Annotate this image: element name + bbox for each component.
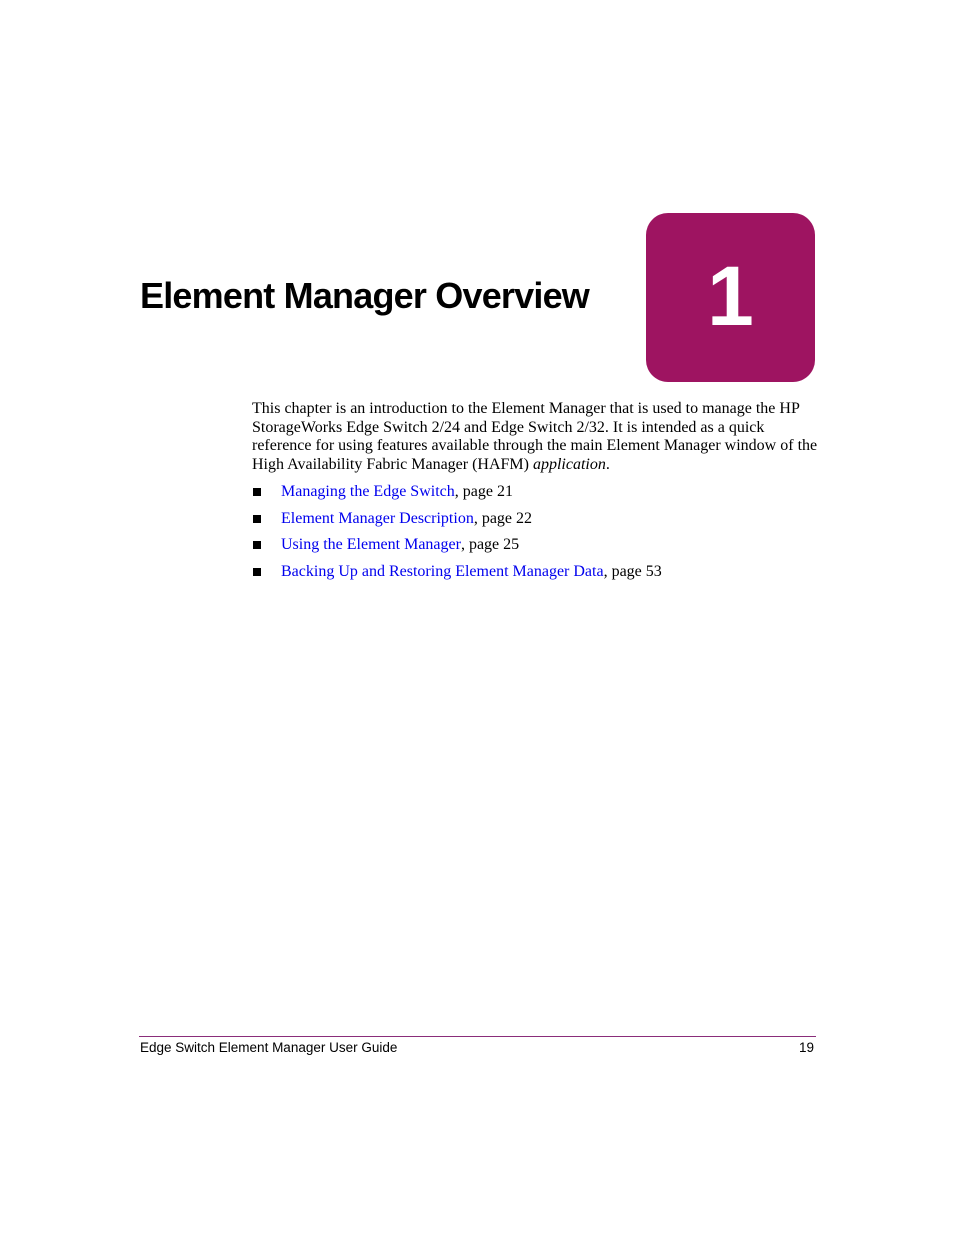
chapter-toc-list xyxy=(252,482,662,588)
list-item xyxy=(252,562,662,582)
square-bullet-icon xyxy=(253,488,261,496)
toc-link-managing-edge-switch[interactable]: Managing the Edge Switch xyxy=(281,483,455,500)
intro-text-end: . xyxy=(605,455,610,473)
footer-divider xyxy=(139,1036,816,1037)
footer-page-number: 19 xyxy=(798,1040,814,1055)
intro-paragraph xyxy=(252,400,822,474)
toc-link-element-manager-description[interactable]: Element Manager Description xyxy=(281,509,474,527)
list-item xyxy=(252,535,662,555)
chapter-title: Element Manager Overview xyxy=(140,275,589,316)
toc-page-ref: , page 25 xyxy=(460,536,520,554)
list-item xyxy=(252,482,662,502)
square-bullet-icon xyxy=(253,541,261,549)
intro-italic-text: application xyxy=(532,455,606,473)
toc-page-ref: , page 21 xyxy=(454,483,513,500)
toc-page-ref: , page 22 xyxy=(473,509,533,527)
intro-text: This chapter is an introduction to the Element Manager that is used to manage the HP StorageWorks Edge Switch 2/24 and Edge Switch 2/32. It is intended as a quick reference for using features available through the main Element Manager window of the High Availability Fabric Manager (HAFM) xyxy=(252,400,818,473)
list-item xyxy=(252,509,662,529)
toc-link-backing-up-restoring[interactable]: Backing Up and Restoring Element Manager Data xyxy=(281,562,604,580)
square-bullet-icon xyxy=(253,515,261,523)
toc-page-ref: , page 53 xyxy=(603,562,662,580)
toc-link-using-element-manager[interactable]: Using the Element Manager xyxy=(281,536,461,554)
square-bullet-icon xyxy=(253,568,261,576)
footer-guide-title: Edge Switch Element Manager User Guide xyxy=(140,1040,398,1055)
chapter-number: 1 xyxy=(707,248,754,343)
chapter-number-badge xyxy=(646,213,815,382)
